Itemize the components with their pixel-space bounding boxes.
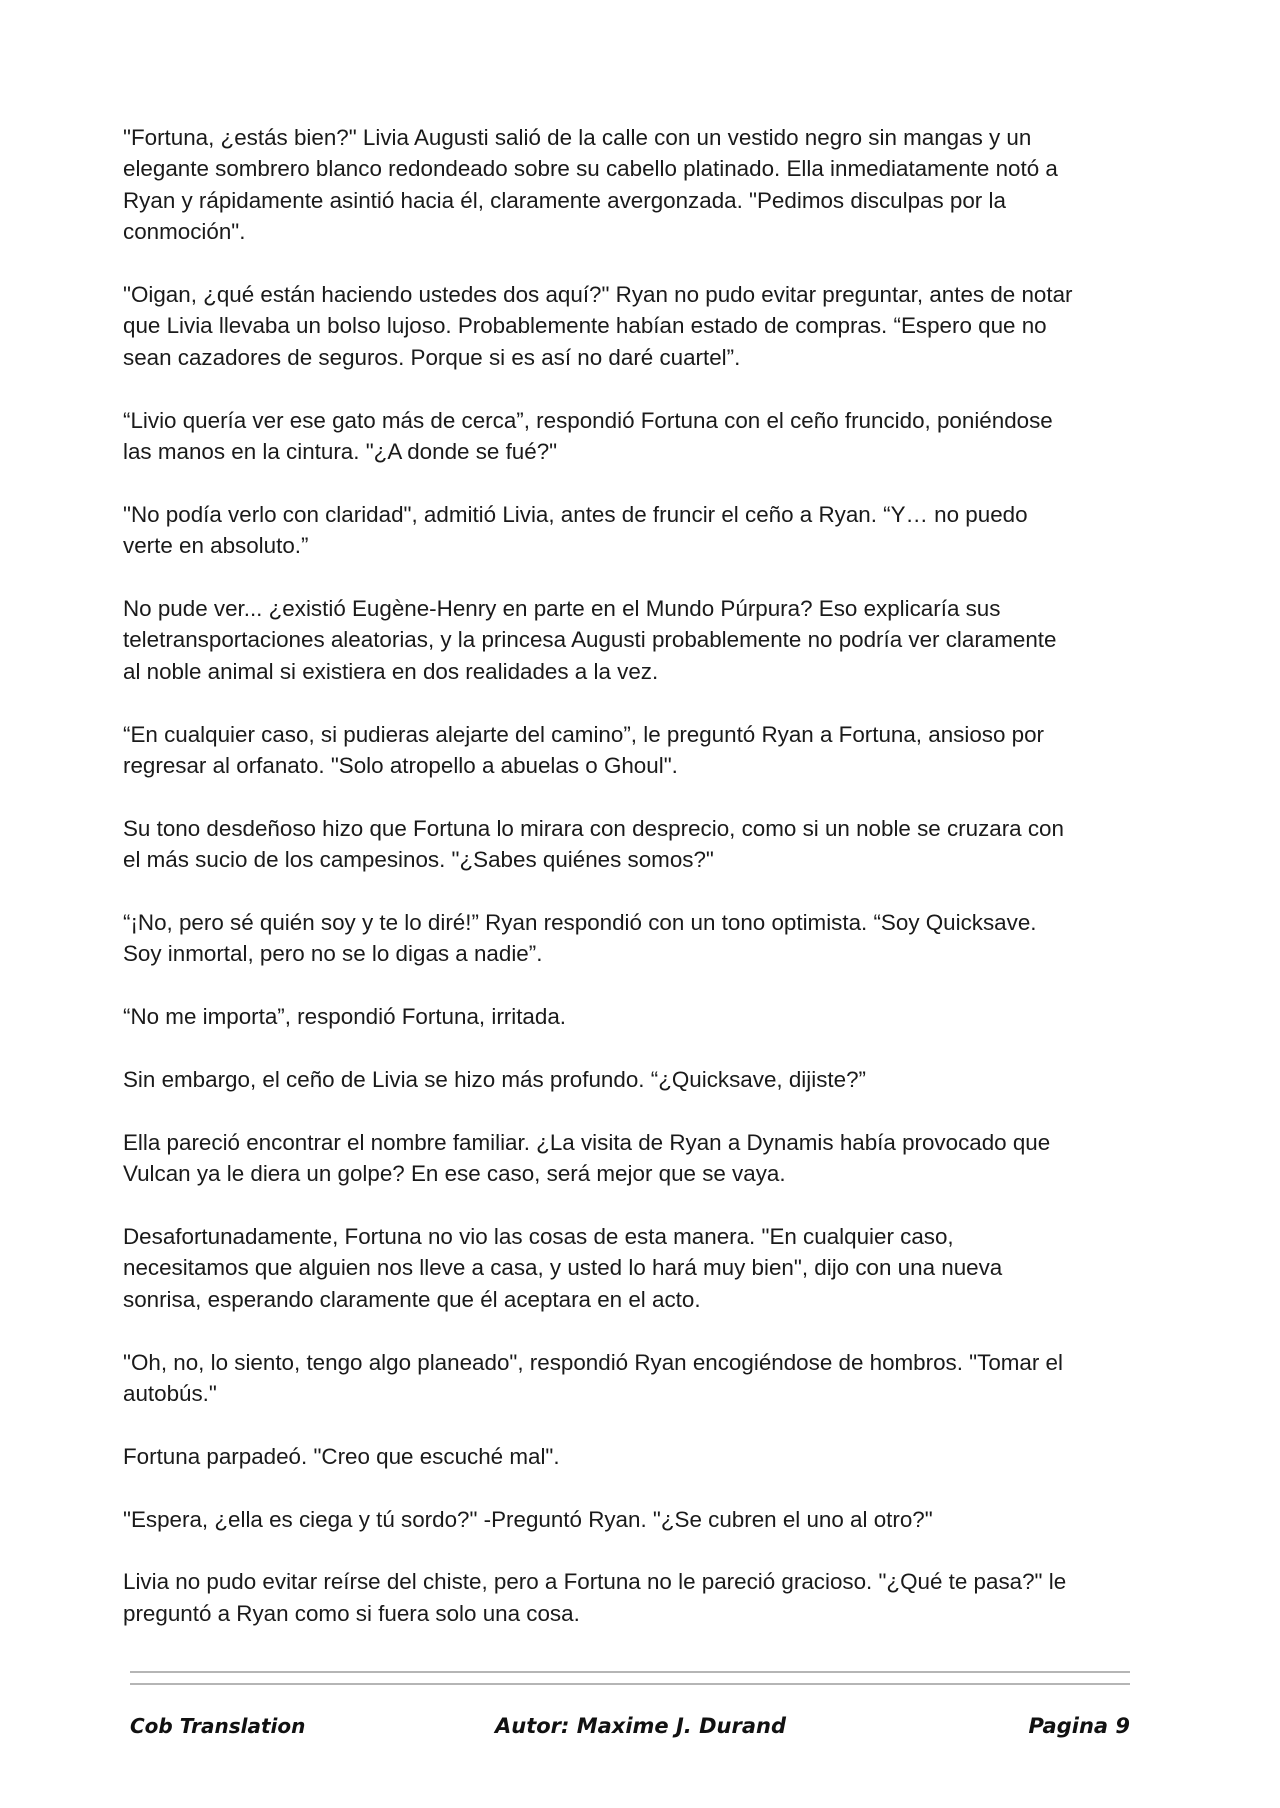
- text-line: las manos en la cintura. "¿A donde se fué?": [123, 439, 558, 465]
- footer-divider-bottom: [130, 1683, 1130, 1685]
- paragraph: [123, 1566, 1153, 1629]
- text-line: "Fortuna, ¿estás bien?" Livia Augusti salió de la calle con un vestido negro sin mangas y un: [123, 125, 1032, 150]
- paragraph: [123, 405, 1153, 468]
- footer-divider-top: [130, 1671, 1130, 1673]
- text-line: "Oigan, ¿qué están haciendo ustedes dos aquí?" Ryan no pudo evitar preguntar, antes de notar: [123, 282, 1073, 308]
- text-line: Ryan y rápidamente asintió hacia él, claramente avergonzada. "Pedimos disculpas por la: [123, 187, 1006, 213]
- text-line: Ella pareció encontrar el nombre familiar. ¿La visita de Ryan a Dynamis había provocado que: [123, 1129, 1051, 1155]
- text-line: sonrisa, esperando claramente que él aceptara en el acto.: [123, 1286, 701, 1312]
- text-line: el más sucio de los campesinos. "¿Sabes quiénes somos?": [123, 847, 714, 873]
- paragraph: [123, 1001, 1153, 1032]
- paragraph: [123, 1441, 1153, 1472]
- text-line: Su tono desdeñoso hizo que Fortuna lo mirara con desprecio, como si un noble se cruzara con: [123, 815, 1064, 841]
- text-line: sean cazadores de seguros. Porque si es así no daré cuartel”.: [123, 344, 741, 370]
- text-line: conmoción".: [123, 219, 246, 245]
- page-footer: [130, 1714, 1130, 1748]
- text-line: "No podía verlo con claridad", admitió Livia, antes de fruncir el ceño a Ryan. “Y… no puedo: [123, 501, 1028, 527]
- paragraph: [123, 813, 1153, 876]
- paragraph: [123, 1504, 1153, 1535]
- text-line: elegante sombrero blanco redondeado sobre su cabello platinado. Ella inmediatamente notó a: [123, 156, 1058, 182]
- text-line: Livia no pudo evitar reírse del chiste, pero a Fortuna no le pareció gracioso. "¿Qué te pasa?" le: [123, 1569, 1067, 1595]
- paragraph: [123, 279, 1153, 373]
- text-line: autobús.": [123, 1381, 217, 1407]
- text-line: Desafortunadamente, Fortuna no vio las cosas de esta manera. "En cualquier caso,: [123, 1224, 954, 1250]
- paragraph: [123, 1347, 1153, 1410]
- text-line: que Livia llevaba un bolso lujoso. Probablemente habían estado de compras. “Espero que no: [123, 313, 1047, 339]
- footer-translator: Cob Translation: [130, 1714, 306, 1738]
- text-line: “No me importa”, respondió Fortuna, irritada.: [123, 1004, 567, 1030]
- text-line: "Espera, ¿ella es ciega y tú sordo?" -Preguntó Ryan. "¿Se cubren el uno al otro?": [123, 1506, 933, 1532]
- text-line: “Livio quería ver ese gato más de cerca”, respondió Fortuna con el ceño fruncido, poniéndose: [123, 407, 1053, 433]
- text-line: Fortuna parpadeó. "Creo que escuché mal".: [123, 1443, 560, 1469]
- paragraph: [123, 1127, 1153, 1190]
- paragraph: [123, 1064, 1153, 1095]
- text-line: “En cualquier caso, si pudieras alejarte del camino”, le preguntó Ryan a Fortuna, ansioso por: [123, 721, 1045, 747]
- text-line: verte en absoluto.”: [123, 533, 309, 559]
- text-line: preguntó a Ryan como si fuera solo una cosa.: [123, 1600, 580, 1626]
- text-line: “¡No, pero sé quién soy y te lo diré!” Ryan respondió con un tono optimista. “Soy Quicksave.: [123, 910, 1037, 936]
- paragraph: [123, 593, 1153, 687]
- text-line: No pude ver... ¿existió Eugène-Henry en parte en el Mundo Púrpura? Eso explicaría sus: [123, 596, 1001, 622]
- paragraph: [123, 719, 1153, 782]
- document-body: [123, 122, 1153, 1661]
- text-line: "Oh, no, lo siento, tengo algo planeado", respondió Ryan encogiéndose de hombros. "Tomar el: [123, 1349, 1063, 1375]
- paragraph: [123, 499, 1153, 562]
- footer-author: Autor: Maxime J. Durand: [495, 1714, 786, 1738]
- text-line: necesitamos que alguien nos lleve a casa, y usted lo hará muy bien", dijo con una nueva: [123, 1255, 1003, 1281]
- paragraph: [123, 122, 1153, 248]
- paragraph: [123, 1221, 1153, 1315]
- text-line: Sin embargo, el ceño de Livia se hizo más profundo. “¿Quicksave, dijiste?”: [123, 1067, 866, 1093]
- text-line: Soy inmortal, pero no se lo digas a nadie”.: [123, 941, 543, 967]
- footer-page-number: Pagina 9: [1028, 1714, 1130, 1738]
- text-line: al noble animal si existiera en dos realidades a la vez.: [123, 658, 659, 684]
- text-line: Vulcan ya le diera un golpe? En ese caso, será mejor que se vaya.: [123, 1161, 786, 1187]
- paragraph: [123, 907, 1153, 970]
- text-line: regresar al orfanato. "Solo atropello a abuelas o Ghoul".: [123, 753, 678, 779]
- text-line: teletransportaciones aleatorias, y la princesa Augusti probablemente no podría ver claramente: [123, 627, 1057, 653]
